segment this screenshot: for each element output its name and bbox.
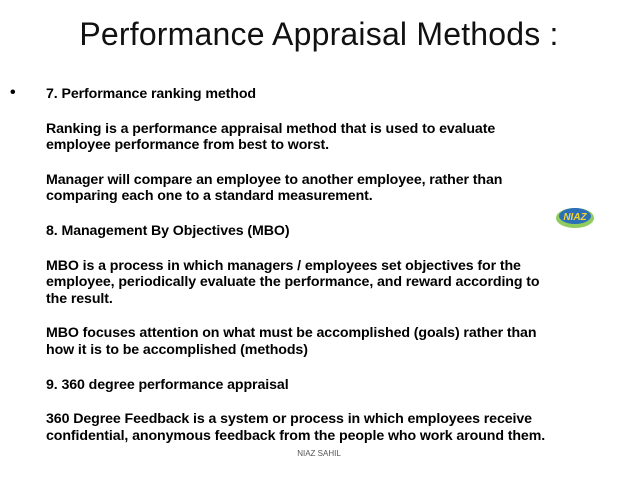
- text-line: employee performance from best to worst.: [46, 137, 329, 154]
- text-line: 360 Degree Feedback is a system or process in which employees receive: [46, 411, 532, 428]
- text-line: the result.: [46, 290, 113, 307]
- text-line: Ranking is a performance appraisal method that is used to evaluate: [46, 120, 496, 137]
- slide-body: [46, 86, 621, 462]
- niaz-logo-icon: [554, 204, 596, 230]
- paragraph: [46, 377, 621, 394]
- heading-mbo: 8. Management By Objectives (MBO): [46, 222, 290, 239]
- text-line: comparing each one to a standard measurement.: [46, 188, 373, 205]
- paragraph: [46, 325, 621, 358]
- text-line: Manager will compare an employee to another employee, rather than: [46, 171, 503, 188]
- heading-ranking-method: 7. Performance ranking method: [46, 86, 256, 102]
- paragraph: [46, 258, 621, 308]
- bullet-marker: •: [10, 84, 16, 101]
- paragraph: [46, 172, 621, 205]
- text-line: MBO focuses attention on what must be accomplished (goals) rather than: [46, 325, 537, 342]
- paragraph: [46, 86, 621, 103]
- text-line: employee, periodically evaluate the performance, and reward according to: [46, 274, 540, 291]
- paragraph: [46, 411, 621, 444]
- slide-footer: NIAZ SAHIL: [297, 449, 341, 458]
- paragraph: [46, 223, 621, 240]
- text-line: how it is to be accomplished (methods): [46, 341, 308, 358]
- slide-title: Performance Appraisal Methods :: [79, 16, 559, 52]
- text-line: MBO is a process in which managers / employees set objectives for the: [46, 257, 521, 274]
- heading-360-appraisal: 9. 360 degree performance appraisal: [46, 376, 289, 393]
- logo-lettering: NIAZ: [563, 212, 587, 223]
- paragraph: [46, 121, 621, 154]
- text-line: confidential, anonymous feedback from the people who work around them.: [46, 427, 546, 444]
